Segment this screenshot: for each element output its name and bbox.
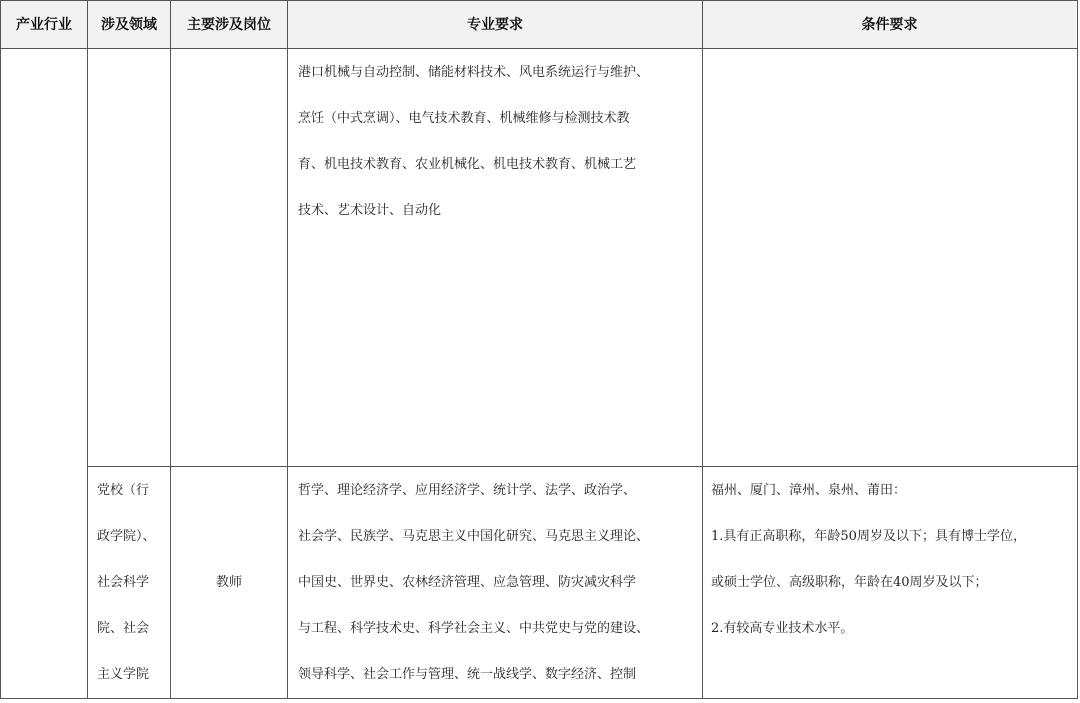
column-divider [702, 0, 703, 699]
header-position: 主要涉及岗位 [171, 0, 287, 48]
major-line: 港口机械与自动控制、储能材料技术、风电系统运行与维护、 [298, 65, 650, 80]
field-line: 主义学院 [97, 667, 150, 682]
condition-line: 或硕士学位、高级职称，年龄在40周岁及以下； [711, 575, 988, 590]
major-line: 领导科学、社会工作与管理、统一战线学、数字经济、控制 [298, 667, 637, 682]
column-divider [170, 0, 171, 699]
field-line: 院、社会 [97, 621, 150, 636]
header-industry: 产业行业 [1, 0, 87, 48]
field-line: 党校（行 [97, 483, 150, 498]
position-cell-row2: 教师 [215, 575, 242, 590]
column-divider [0, 0, 1, 699]
field-cell-row2 [97, 468, 156, 698]
header-condition: 条件要求 [703, 0, 1076, 48]
condition-line: 1.具有正高职称，年龄50周岁及以下；具有博士学位， [711, 529, 1026, 544]
major-line: 技术、艺术设计、自动化 [298, 203, 442, 218]
major-requirements-row2 [298, 468, 649, 698]
condition-line: 福州、厦门、漳州、泉州、莆田： [711, 483, 907, 498]
condition-requirements-row2 [711, 468, 1026, 652]
major-line: 烹饪（中式烹调）、电气技术教育、机械维修与检测技术教 [298, 111, 630, 126]
major-line: 育、机电技术教育、农业机械化、机电技术教育、机械工艺 [298, 157, 637, 172]
field-line: 社会科学 [97, 575, 150, 590]
header-divider [0, 48, 1078, 49]
table-border-top [0, 0, 1078, 1]
row-divider [88, 466, 1078, 467]
column-divider [1077, 0, 1078, 699]
header-major: 专业要求 [288, 0, 702, 48]
condition-line: 2.有较高专业技术水平。 [711, 621, 854, 636]
column-divider [287, 0, 288, 699]
major-line: 中国史、世界史、农林经济管理、应急管理、防灾减灾科学 [298, 575, 637, 590]
field-line: 政学院）、 [97, 529, 156, 544]
major-line: 与工程、科学技术史、科学社会主义、中共党史与党的建设、 [298, 621, 650, 636]
table-border-bottom [0, 698, 1078, 699]
column-divider [87, 0, 88, 699]
major-requirements-row1 [298, 50, 649, 234]
major-line: 哲学、理论经济学、应用经济学、统计学、法学、政治学、 [298, 483, 637, 498]
header-field: 涉及领域 [88, 0, 170, 48]
major-line: 社会学、民族学、马克思主义中国化研究、马克思主义理论、 [298, 529, 650, 544]
